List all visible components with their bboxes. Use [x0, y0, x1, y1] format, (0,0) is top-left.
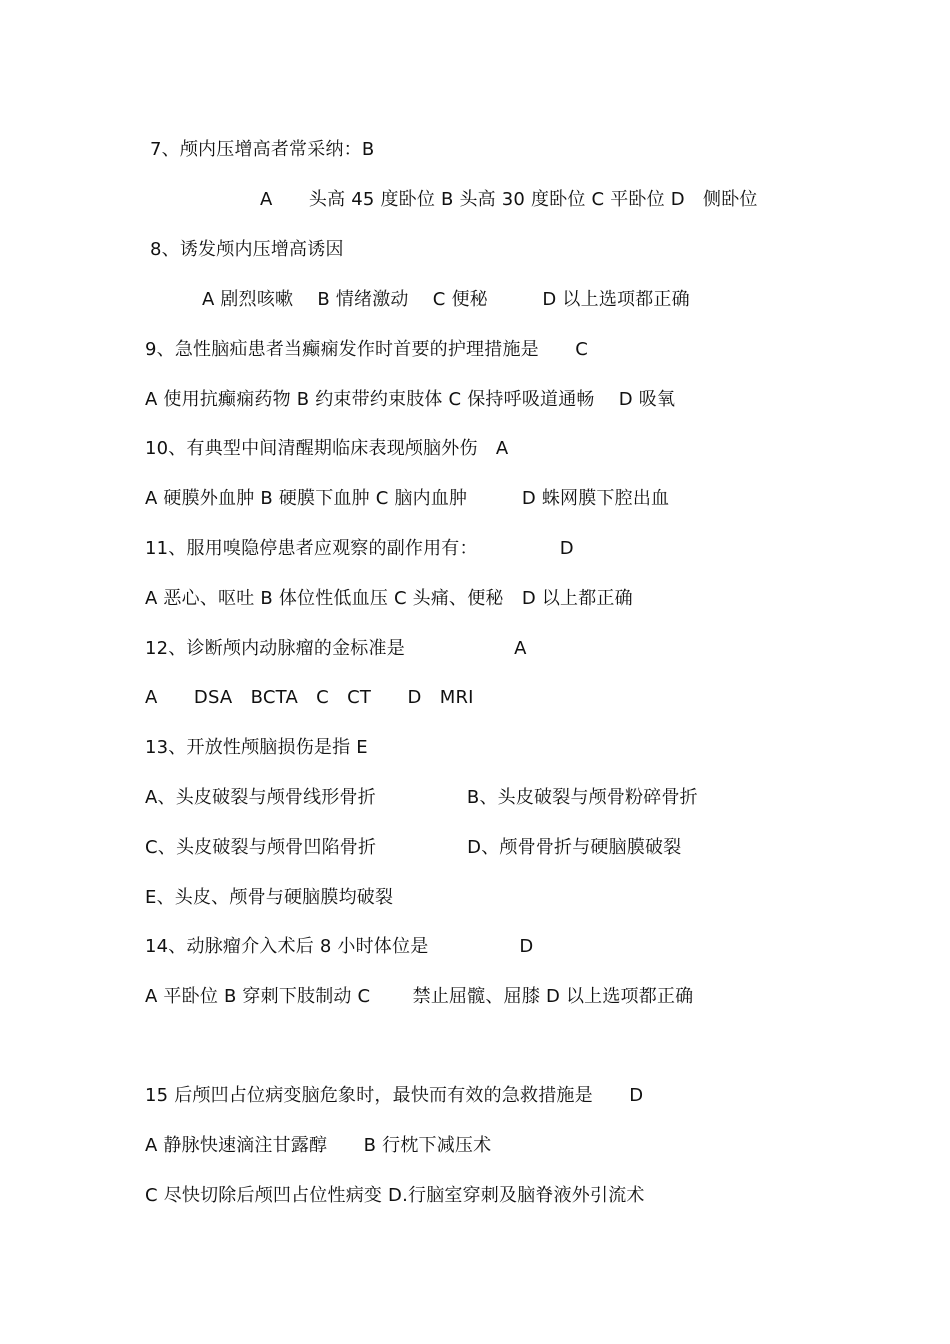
question-11: 11、服用嗅隐停患者应观察的副作用有： D — [145, 538, 574, 559]
question-12: 12、诊断颅内动脉瘤的金标准是 A — [145, 638, 527, 659]
question-14-options: A 平卧位 B 穿刺下肢制动 C 禁止屈髋、屈膝 D 以上选项都正确 — [145, 986, 694, 1007]
question-15-options-cd: C 尽快切除后颅凹占位性病变 D.行脑室穿刺及脑脊液外引流术 — [145, 1185, 645, 1206]
question-9: 9、急性脑疝患者当癫痫发作时首要的护理措施是 C — [145, 339, 589, 360]
question-9-options: A 使用抗癫痫药物 B 约束带约束肢体 C 保持呼吸道通畅 D 吸氧 — [145, 389, 676, 410]
question-7-options: A 头高 45 度卧位 B 头高 30 度卧位 C 平卧位 D 侧卧位 — [260, 189, 758, 210]
question-10: 10、有典型中间清醒期临床表现颅脑外伤 A — [145, 438, 509, 459]
question-13-option-e: E、头皮、颅骨与硬脑膜均破裂 — [145, 887, 394, 908]
question-8: 8、诱发颅内压增高诱因 — [150, 239, 344, 260]
question-14: 14、动脉瘤介入术后 8 小时体位是 D — [145, 936, 534, 957]
question-11-options: A 恶心、呕吐 B 体位性低血压 C 头痛、便秘 D 以上都正确 — [145, 588, 633, 609]
question-15-options-ab: A 静脉快速滴注甘露醇 B 行枕下减压术 — [145, 1135, 492, 1156]
question-8-options: A 剧烈咳嗽 B 情绪激动 C 便秘 D 以上选项都正确 — [202, 289, 690, 310]
question-13: 13、开放性颅脑损伤是指 E — [145, 737, 368, 758]
question-7: 7、颅内压增高者常采纳：B — [150, 139, 375, 160]
question-13-options-cd: C、头皮破裂与颅骨凹陷骨折 D、颅骨骨折与硬脑膜破裂 — [145, 837, 682, 858]
question-13-options-ab: A、头皮破裂与颅骨线形骨折 B、头皮破裂与颅骨粉碎骨折 — [145, 787, 698, 808]
question-15: 15 后颅凹占位病变脑危象时，最快而有效的急救措施是 D — [145, 1085, 644, 1106]
question-12-options: A DSA BCTA C CT D MRI — [145, 687, 474, 708]
question-10-options: A 硬膜外血肿 B 硬膜下血肿 C 脑内血肿 D 蛛网膜下腔出血 — [145, 488, 670, 509]
